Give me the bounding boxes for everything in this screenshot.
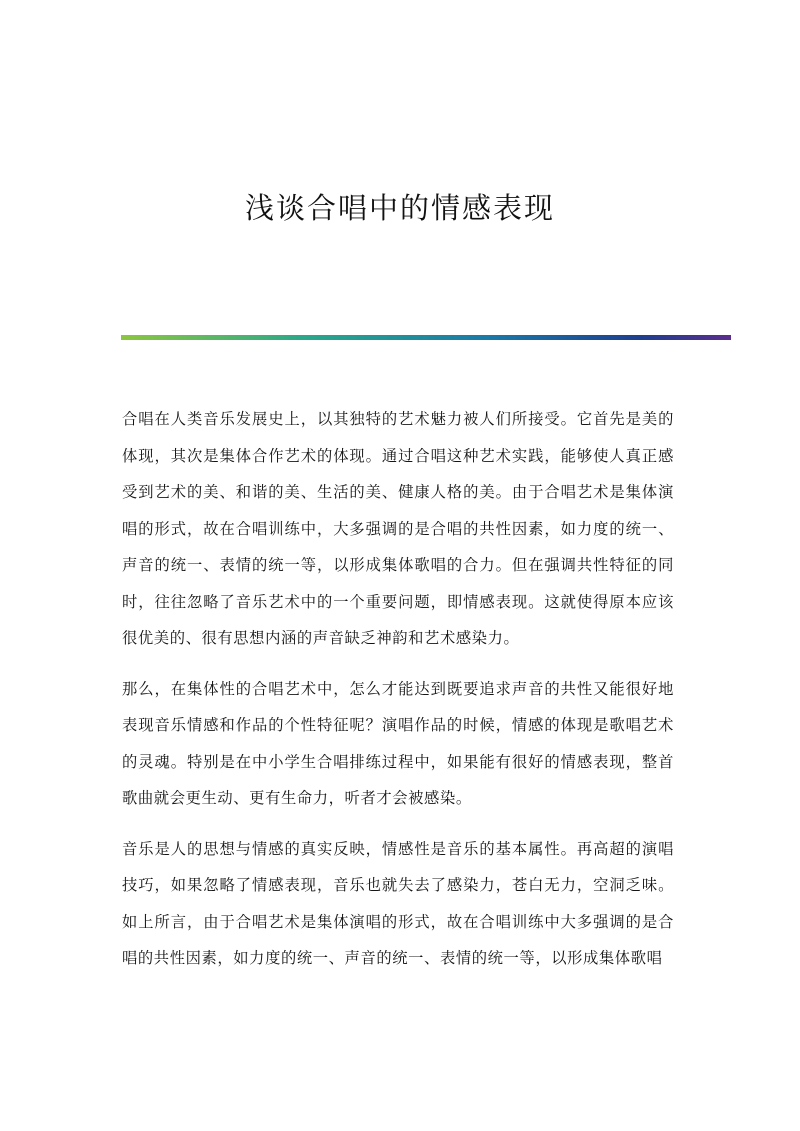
- title-divider: [121, 335, 731, 340]
- paragraph-1: 合唱在人类音乐发展史上，以其独特的艺术魅力被人们所接受。它首先是美的体现，其次是集体合作艺术的体现。通过合唱这种艺术实践，能够使人真正感受到艺术的美、和谐的美、生活的美、健康人格的美。由于合唱艺术是集体演唱的形式，故在合唱训练中，大多强调的是合唱的共性因素，如力度的统一、声音的统一、表情的统一等，以形成集体歌唱的合力。但在强调共性特征的同时，往往忽略了音乐艺术中的一个重要问题，即情感表现。这就使得原本应该很优美的、很有思想内涵的声音缺乏神韵和艺术感染力。: [122, 410, 674, 647]
- document-body: [122, 401, 674, 991]
- paragraph-2: 那么，在集体性的合唱艺术中，怎么才能达到既要追求声音的共性又能很好地表现音乐情感和作品的个性特征呢？演唱作品的时候，情感的体现是歌唱艺术的灵魂。特别是在中小学生合唱排练过程中，如果能有很好的情感表现，整首歌曲就会更生动、更有生命力，听者才会被感染。: [122, 679, 674, 807]
- document-title: 浅谈合唱中的情感表现: [244, 191, 555, 225]
- paragraph-3: 音乐是人的思想与情感的真实反映，情感性是音乐的基本属性。再高超的演唱技巧，如果忽略了情感表现，音乐也就失去了感染力，苍白无力，空洞乏味。如上所言，由于合唱艺术是集体演唱的形式，故在合唱训练中大多强调的是合唱的共性因素，如力度的统一、声音的统一、表情的统一等，以形成集体歌唱: [122, 839, 674, 967]
